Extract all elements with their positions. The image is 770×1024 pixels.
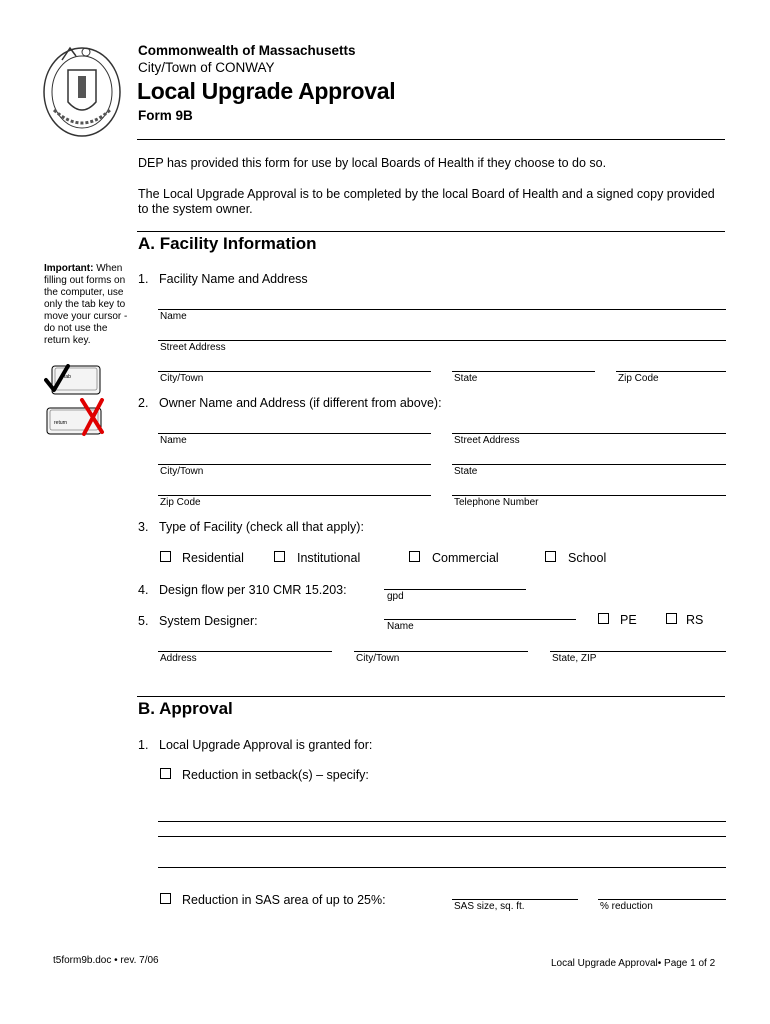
- intro-line-3: to the system owner.: [138, 202, 253, 216]
- owner-state-caption: State: [454, 466, 478, 477]
- owner-phone-line: [452, 495, 726, 496]
- owner-state-line: [452, 464, 726, 465]
- facility-state-caption: State: [454, 373, 478, 384]
- pe-checkbox[interactable]: [598, 613, 609, 624]
- q4-label: Design flow per 310 CMR 15.203:: [159, 583, 347, 597]
- important-note: [44, 263, 128, 347]
- owner-name-line: [158, 433, 431, 434]
- facility-state-field[interactable]: [452, 356, 594, 370]
- facility-zip-field[interactable]: [616, 356, 724, 370]
- pct-reduction-caption: % reduction: [600, 901, 653, 912]
- q3-label: Type of Facility (check all that apply):: [159, 520, 364, 534]
- owner-phone-caption: Telephone Number: [454, 497, 539, 508]
- residential-label: Residential: [182, 551, 244, 565]
- state-name: Commonwealth of Massachusetts: [138, 43, 356, 58]
- designer-city-line: [354, 651, 528, 652]
- pct-reduction-line: [598, 899, 726, 900]
- owner-street-field[interactable]: [452, 418, 724, 432]
- institutional-checkbox[interactable]: [274, 551, 285, 562]
- owner-zip-field[interactable]: [158, 480, 430, 494]
- designer-name-caption: Name: [387, 621, 414, 632]
- owner-name-field[interactable]: [158, 418, 430, 432]
- section-b-rule: [137, 696, 725, 697]
- designer-address-line: [158, 651, 332, 652]
- setback-spec-field-1[interactable]: [158, 806, 724, 820]
- school-checkbox[interactable]: [545, 551, 556, 562]
- owner-street-line: [452, 433, 726, 434]
- designer-address-caption: Address: [160, 653, 197, 664]
- return-key-icon: [44, 398, 108, 438]
- facility-city-field[interactable]: [158, 356, 430, 370]
- facility-name-caption: Name: [160, 311, 187, 322]
- return-key-label: return: [54, 420, 68, 426]
- owner-name-caption: Name: [160, 435, 187, 446]
- designer-state-zip-field[interactable]: [550, 636, 724, 650]
- facility-city-line: [158, 371, 431, 372]
- design-flow-line: [384, 589, 526, 590]
- sas-size-line: [452, 899, 578, 900]
- header-rule: [137, 139, 725, 140]
- designer-city-caption: City/Town: [356, 653, 400, 664]
- section-b-title: B. Approval: [138, 699, 233, 718]
- commercial-label: Commercial: [432, 551, 499, 565]
- setback-checkbox[interactable]: [160, 768, 171, 779]
- q2-number: 2.: [138, 396, 149, 410]
- facility-street-field[interactable]: [158, 325, 724, 339]
- b1-number: 1.: [138, 738, 149, 752]
- form-number: Form 9B: [138, 108, 193, 123]
- facility-street-caption: Street Address: [160, 342, 226, 353]
- setback-spec-line-2: [158, 836, 726, 837]
- setback-spec-line-3: [158, 867, 726, 868]
- footer-page-number: Local Upgrade Approval• Page 1 of 2: [551, 958, 716, 969]
- setback-spec-field-2[interactable]: [158, 821, 724, 835]
- school-label: School: [568, 551, 607, 565]
- owner-city-caption: City/Town: [160, 466, 204, 477]
- sas-size-caption: SAS size, sq. ft.: [454, 901, 525, 912]
- intro-line-2: The Local Upgrade Approval is to be completed by the local Board of Health and a signed copy provided: [138, 187, 715, 201]
- design-flow-unit: gpd: [387, 591, 404, 602]
- owner-zip-caption: Zip Code: [160, 497, 201, 508]
- owner-street-caption: Street Address: [454, 435, 520, 446]
- designer-city-field[interactable]: [354, 636, 526, 650]
- facility-zip-caption: Zip Code: [618, 373, 659, 384]
- q1-number: 1.: [138, 272, 149, 286]
- designer-name-field[interactable]: [384, 604, 574, 618]
- sas-checkbox[interactable]: [160, 893, 171, 904]
- tab-key-label: tab: [64, 374, 71, 380]
- owner-city-field[interactable]: [158, 449, 430, 463]
- town-name: City/Town of CONWAY: [138, 60, 275, 75]
- section-a-title: A. Facility Information: [138, 234, 317, 253]
- rs-checkbox[interactable]: [666, 613, 677, 624]
- facility-street-line: [158, 340, 726, 341]
- q2-label: Owner Name and Address (if different from above):: [159, 396, 442, 410]
- designer-address-field[interactable]: [158, 636, 330, 650]
- facility-zip-line: [616, 371, 726, 372]
- owner-state-field[interactable]: [452, 449, 724, 463]
- commercial-checkbox[interactable]: [409, 551, 420, 562]
- residential-checkbox[interactable]: [160, 551, 171, 562]
- designer-name-line: [384, 619, 576, 620]
- b1-label: Local Upgrade Approval is granted for:: [159, 738, 373, 752]
- owner-phone-field[interactable]: [452, 480, 724, 494]
- owner-city-line: [158, 464, 431, 465]
- pe-label: PE: [620, 613, 637, 627]
- facility-name-field[interactable]: [158, 294, 724, 308]
- rs-label: RS: [686, 613, 704, 627]
- footer-file-ref: t5form9b.doc • rev. 7/06: [53, 955, 159, 966]
- facility-city-caption: City/Town: [160, 373, 204, 384]
- state-seal: [40, 40, 124, 140]
- setback-spec-field-3[interactable]: [158, 852, 724, 866]
- designer-state-zip-line: [550, 651, 726, 652]
- design-flow-field[interactable]: [384, 575, 524, 589]
- important-text: When filling out forms on the computer, use only the tab key to move your cursor - do not use the return key.: [44, 263, 128, 346]
- q5-label: System Designer:: [159, 614, 258, 628]
- facility-state-line: [452, 371, 595, 372]
- owner-zip-line: [158, 495, 431, 496]
- q5-number: 5.: [138, 614, 149, 628]
- intro-line-1: DEP has provided this form for use by local Boards of Health if they choose to do so.: [138, 156, 607, 170]
- designer-state-zip-caption: State, ZIP: [552, 653, 597, 664]
- tab-key-icon: [44, 364, 104, 400]
- form-title: Local Upgrade Approval: [137, 78, 396, 104]
- pct-reduction-field[interactable]: [598, 884, 724, 898]
- q3-number: 3.: [138, 520, 149, 534]
- q4-number: 4.: [138, 583, 149, 597]
- setback-label: Reduction in setback(s) – specify:: [182, 768, 369, 782]
- section-a-rule: [137, 231, 725, 232]
- sas-label: Reduction in SAS area of up to 25%:: [182, 893, 386, 907]
- q1-label: Facility Name and Address: [159, 272, 308, 286]
- sas-size-field[interactable]: [452, 884, 576, 898]
- important-label: Important:: [44, 263, 94, 274]
- institutional-label: Institutional: [297, 551, 361, 565]
- facility-name-line: [158, 309, 726, 310]
